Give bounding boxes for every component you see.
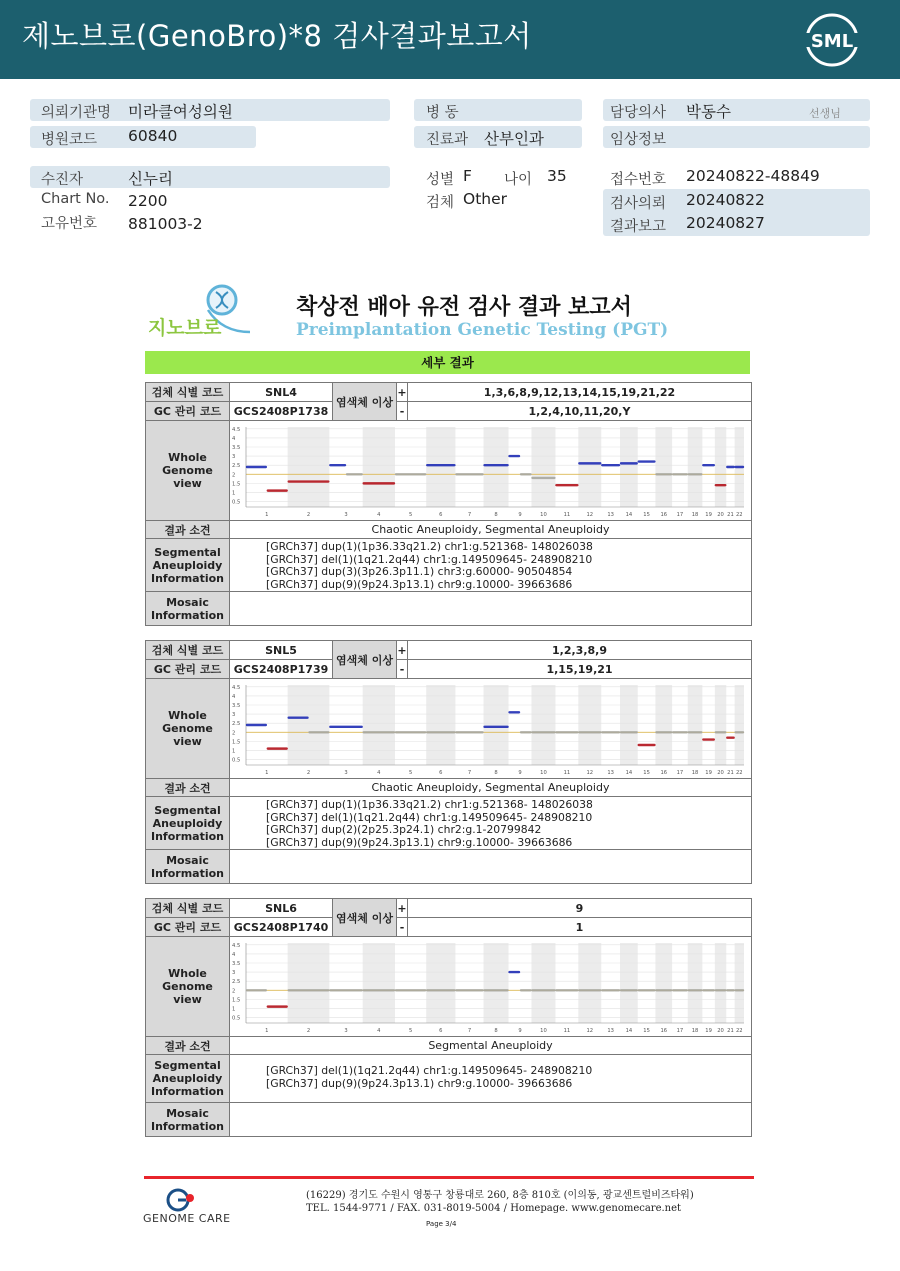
chart-value: 2200	[128, 192, 168, 210]
x-tick-label: 7	[467, 1028, 472, 1034]
id-label: 고유번호	[41, 216, 98, 232]
chromosome-band	[735, 943, 744, 1023]
x-tick-label: 7	[467, 512, 472, 518]
patient-value: 신누리	[128, 170, 173, 188]
segmental-label: Segmental Aneuploidy Information	[146, 797, 230, 850]
institution-label: 의뢰기관명	[41, 105, 112, 121]
segmental-line: [GRCh37] del(1)(1q21.2q44) chr1:g.149509645- 248908210	[266, 810, 593, 824]
sml-logo	[804, 12, 860, 68]
x-tick-label: 13	[607, 1028, 614, 1034]
report-date-label: 결과보고	[610, 219, 667, 235]
chromosome-band	[578, 427, 601, 507]
x-tick-label: 5	[408, 512, 413, 518]
gc-code-label: GC 관리 코드	[146, 402, 230, 421]
chromosome-band	[620, 427, 638, 507]
x-tick-label: 14	[625, 512, 633, 518]
chrom-abnormal-label: 염색체 이상	[333, 383, 397, 421]
segmental-line: [GRCh37] dup(9)(9p24.3p13.1) chr9:g.10000- 39663686	[266, 835, 573, 849]
x-tick-label: 22	[736, 1028, 743, 1034]
chromosome-band	[288, 685, 330, 765]
loss-sign: -	[397, 660, 408, 679]
mosaic-info	[230, 592, 752, 626]
sample-code-label: 검체 식별 코드	[146, 641, 230, 660]
segmental-line: [GRCh37] del(1)(1q21.2q44) chr1:g.149509645- 248908210	[266, 1064, 593, 1077]
whole-genome-plot	[230, 421, 751, 520]
mosaic-info	[230, 1103, 752, 1137]
x-tick-label: 11	[563, 1028, 571, 1034]
contact-line: TEL. 1544-9771 / FAX. 031-8019-5004 / Homepage. www.genomecare.net	[306, 1203, 682, 1214]
chromosome-band	[715, 427, 726, 507]
doctor-value: 박동수	[686, 103, 731, 121]
x-tick-label: 10	[540, 1028, 547, 1034]
x-tick-label: 10	[540, 512, 547, 518]
x-tick-label: 14	[625, 770, 633, 776]
chromosome-band	[426, 943, 455, 1023]
report-main-title: 착상전 배아 유전 검사 결과 보고서	[296, 295, 632, 320]
gc-code: GCS2408P1740	[230, 918, 333, 937]
sample-table-1	[145, 382, 752, 626]
y-tick-label: 1	[232, 748, 236, 755]
x-tick-label: 9	[518, 1028, 522, 1034]
report-subtitle: Preimplantation Genetic Testing (PGT)	[296, 320, 669, 340]
chrom-abnormal-label: 염색체 이상	[333, 899, 397, 937]
x-tick-label: 8	[494, 1028, 498, 1034]
x-tick-label: 22	[736, 512, 743, 518]
x-tick-label: 1	[265, 1028, 269, 1034]
chromosome-band	[426, 685, 455, 765]
x-tick-label: 17	[676, 512, 684, 518]
x-tick-label: 17	[676, 770, 684, 776]
segmental-line: [GRCh37] dup(1)(1p36.33q21.2) chr1:g.521368- 148026038	[266, 798, 593, 811]
y-tick-label: 1	[232, 1006, 236, 1013]
segmental-info	[230, 539, 752, 592]
x-tick-label: 13	[607, 512, 614, 518]
segmental-line: [GRCh37] dup(3)(3p26.3p11.1) chr3:g.60000- 90504854	[266, 565, 573, 578]
result-text: Chaotic Aneuploidy, Segmental Aneuploidy	[230, 779, 752, 797]
x-tick-label: 4	[377, 770, 381, 776]
svg-text:지노브로: 지노브로	[148, 317, 222, 339]
chromosome-band	[620, 943, 638, 1023]
chromosome-band	[688, 685, 703, 765]
x-tick-label: 14	[625, 1028, 633, 1034]
y-tick-label: 1.5	[232, 481, 241, 488]
chromosome-band	[484, 685, 509, 765]
detail-results-header: 세부 결과	[145, 351, 750, 374]
y-tick-label: 2	[232, 988, 236, 995]
x-tick-label: 3	[344, 1028, 348, 1034]
x-tick-label: 8	[494, 770, 498, 776]
chromosome-band	[655, 427, 672, 507]
x-tick-label: 3	[344, 770, 348, 776]
x-tick-label: 12	[586, 512, 594, 518]
x-tick-label: 20	[717, 770, 724, 776]
request-value: 20240822	[686, 191, 765, 209]
x-tick-label: 15	[643, 770, 650, 776]
y-tick-label: 0.5	[232, 757, 241, 764]
x-tick-label: 18	[691, 770, 699, 776]
chromosome-band	[578, 943, 601, 1023]
chromosome-band	[620, 685, 638, 765]
y-tick-label: 3.5	[232, 445, 241, 451]
mosaic-label: Mosaic Information	[146, 1103, 230, 1137]
chromosome-band	[288, 943, 330, 1023]
chromosome-band	[531, 427, 555, 507]
segmental-line: [GRCh37] dup(9)(9p24.3p13.1) chr9:g.10000- 39663686	[266, 1076, 573, 1090]
x-tick-label: 13	[607, 770, 614, 776]
x-tick-label: 5	[408, 1028, 413, 1034]
x-tick-label: 20	[717, 1028, 724, 1034]
x-tick-label: 3	[344, 512, 348, 518]
loss-list: 1,15,19,21	[408, 660, 752, 679]
footer-address	[306, 1189, 694, 1215]
x-tick-label: 6	[439, 512, 443, 518]
loss-list: 1	[408, 918, 752, 937]
chromosome-band	[655, 685, 672, 765]
segmental-line: [GRCh37] dup(2)(2p25.3p24.1) chr2:g.1-20799842	[266, 823, 542, 836]
sample-code: SNL6	[230, 899, 333, 918]
request-label: 검사의뢰	[610, 196, 667, 212]
x-tick-label: 21	[727, 1028, 734, 1034]
x-tick-label: 2	[306, 770, 311, 776]
x-tick-label: 9	[518, 770, 522, 776]
chromosome-band	[655, 943, 672, 1023]
whole-genome-label: Whole Genome view	[146, 679, 230, 779]
chromosome-band	[531, 685, 555, 765]
y-tick-label: 2	[232, 730, 236, 737]
x-tick-label: 11	[563, 770, 571, 776]
y-tick-label: 4.5	[232, 942, 241, 949]
chrom-abnormal-label: 염색체 이상	[333, 641, 397, 679]
result-text: Segmental Aneuploidy	[230, 1037, 752, 1055]
segmental-label: Segmental Aneuploidy Information	[146, 539, 230, 592]
chromosome-band	[363, 427, 395, 507]
mosaic-label: Mosaic Information	[146, 592, 230, 626]
genobro-logo	[146, 282, 256, 340]
x-tick-label: 6	[439, 770, 443, 776]
x-tick-label: 16	[660, 512, 668, 518]
segmental-info	[230, 1055, 752, 1103]
whole-genome-plot	[230, 679, 751, 778]
chart-label: Chart No.	[41, 191, 110, 207]
gain-sign: +	[397, 641, 408, 660]
x-tick-label: 17	[676, 1028, 684, 1034]
sample-code: SNL4	[230, 383, 333, 402]
x-tick-label: 19	[705, 770, 712, 776]
chromosome-band	[288, 427, 330, 507]
patient-row	[30, 166, 390, 188]
report-date-value: 20240827	[686, 214, 765, 232]
gain-list: 9	[408, 899, 752, 918]
y-tick-label: 4.5	[232, 684, 241, 691]
x-tick-label: 21	[727, 770, 734, 776]
gain-sign: +	[397, 899, 408, 918]
receipt-value: 20240822-48849	[686, 167, 820, 185]
y-tick-label: 4.5	[232, 426, 241, 433]
y-tick-label: 1.5	[232, 997, 241, 1004]
segmental-line: [GRCh37] del(1)(1q21.2q44) chr1:g.149509645- 248908210	[266, 552, 593, 566]
sex-label: 성별	[426, 172, 455, 188]
y-tick-label: 3	[232, 712, 236, 719]
chromosome-band	[426, 427, 455, 507]
y-tick-label: 1.5	[232, 739, 241, 746]
doctor-label: 담당의사	[610, 105, 667, 121]
sample-table-3	[145, 898, 752, 1137]
x-tick-label: 11	[563, 512, 571, 518]
y-tick-label: 4	[232, 693, 236, 700]
x-tick-label: 8	[494, 512, 498, 518]
x-tick-label: 18	[691, 1028, 699, 1034]
segmental-line: [GRCh37] dup(1)(1p36.33q21.2) chr1:g.521368- 148026038	[266, 540, 593, 553]
y-tick-label: 2.5	[232, 721, 241, 728]
ward-label: 병 동	[426, 105, 459, 121]
x-tick-label: 1	[265, 512, 269, 518]
sample-table-2	[145, 640, 752, 884]
gain-list: 1,3,6,8,9,12,13,14,15,19,21,22	[408, 383, 752, 402]
specimen-label: 검체	[426, 195, 455, 211]
clinical-label: 임상정보	[610, 132, 667, 148]
chromosome-band	[715, 943, 726, 1023]
hospital-code-value: 60840	[128, 127, 178, 145]
gc-code-label: GC 관리 코드	[146, 660, 230, 679]
gain-sign: +	[397, 383, 408, 402]
gain-list: 1,2,3,8,9	[408, 641, 752, 660]
y-tick-label: 2	[232, 472, 236, 479]
whole-genome-label: Whole Genome view	[146, 421, 230, 521]
sample-code: SNL5	[230, 641, 333, 660]
y-tick-label: 3	[232, 454, 236, 461]
y-tick-label: 0.5	[232, 1015, 241, 1022]
x-tick-label: 5	[408, 770, 413, 776]
whole-genome-plot	[230, 937, 751, 1036]
result-label: 결과 소견	[146, 1037, 230, 1055]
x-tick-label: 15	[643, 1028, 650, 1034]
chromosome-band	[578, 685, 601, 765]
loss-list: 1,2,4,10,11,20,Y	[408, 402, 752, 421]
chromosome-band	[484, 943, 509, 1023]
loss-sign: -	[397, 918, 408, 937]
report-title: 제노브로(GenoBro)*8 검사결과보고서	[22, 19, 532, 53]
mosaic-info	[230, 850, 752, 884]
x-tick-label: 6	[439, 1028, 443, 1034]
institution-value: 미라클여성의원	[128, 103, 233, 121]
result-label: 결과 소견	[146, 779, 230, 797]
gc-code-label: GC 관리 코드	[146, 918, 230, 937]
chromosome-band	[688, 427, 703, 507]
hospital-code-label: 병원코드	[41, 132, 98, 148]
x-tick-label: 19	[705, 512, 712, 518]
chromosome-band	[363, 943, 395, 1023]
address-line: (16229) 경기도 수원시 영통구 창룡대로 260, 8층 810호 (이의동, 광교센트럴비즈타워)	[306, 1190, 694, 1201]
x-tick-label: 16	[660, 770, 668, 776]
segmental-line: [GRCh37] dup(9)(9p24.3p13.1) chr9:g.10000- 39663686	[266, 577, 573, 591]
y-tick-label: 1	[232, 490, 236, 497]
y-tick-label: 2.5	[232, 463, 241, 470]
y-tick-label: 3	[232, 970, 236, 977]
result-label: 결과 소견	[146, 521, 230, 539]
age-value: 35	[547, 167, 567, 185]
department-value: 산부인과	[484, 130, 544, 148]
id-value: 881003-2	[128, 215, 203, 233]
patient-label: 수진자	[41, 172, 84, 188]
chromosome-band	[715, 685, 726, 765]
x-tick-label: 1	[265, 770, 269, 776]
genome-care-text: GENOME CARE	[143, 1212, 231, 1225]
y-tick-label: 2.5	[232, 979, 241, 986]
x-tick-label: 9	[518, 512, 522, 518]
x-tick-label: 19	[705, 1028, 712, 1034]
y-tick-label: 4	[232, 435, 236, 442]
loss-sign: -	[397, 402, 408, 421]
specimen-value: Other	[463, 190, 508, 208]
chromosome-band	[688, 943, 703, 1023]
x-tick-label: 4	[377, 1028, 381, 1034]
chromosome-band	[484, 427, 509, 507]
result-text: Chaotic Aneuploidy, Segmental Aneuploidy	[230, 521, 752, 539]
whole-genome-label: Whole Genome view	[146, 937, 230, 1037]
x-tick-label: 18	[691, 512, 699, 518]
age-label: 나이	[504, 172, 533, 188]
x-tick-label: 12	[586, 1028, 594, 1034]
sample-code-label: 검체 식별 코드	[146, 383, 230, 402]
x-tick-label: 20	[717, 512, 724, 518]
x-tick-label: 4	[377, 512, 381, 518]
doctor-suffix: 선생님	[809, 107, 841, 120]
x-tick-label: 16	[660, 1028, 668, 1034]
y-tick-label: 4	[232, 951, 236, 958]
x-tick-label: 7	[467, 770, 472, 776]
page-number: Page 3/4	[426, 1220, 457, 1228]
page-header	[0, 0, 900, 79]
x-tick-label: 12	[586, 770, 594, 776]
footer-divider	[144, 1176, 754, 1179]
x-tick-label: 10	[540, 770, 547, 776]
mosaic-label: Mosaic Information	[146, 850, 230, 884]
y-tick-label: 3.5	[232, 961, 241, 967]
department-label: 진료과	[426, 132, 469, 148]
x-tick-label: 21	[727, 512, 734, 518]
chromosome-band	[363, 685, 395, 765]
sex-value: F	[463, 167, 472, 185]
gc-code: GCS2408P1739	[230, 660, 333, 679]
svg-text:SML: SML	[810, 31, 854, 52]
y-tick-label: 0.5	[232, 499, 241, 506]
sample-code-label: 검체 식별 코드	[146, 899, 230, 918]
y-tick-label: 3.5	[232, 703, 241, 709]
receipt-label: 접수번호	[610, 172, 667, 188]
x-tick-label: 22	[736, 770, 743, 776]
gc-code: GCS2408P1738	[230, 402, 333, 421]
x-tick-label: 15	[643, 512, 650, 518]
segmental-label: Segmental Aneuploidy Information	[146, 1055, 230, 1103]
x-tick-label: 2	[306, 1028, 311, 1034]
segmental-info	[230, 797, 752, 850]
chromosome-band	[531, 943, 555, 1023]
x-tick-label: 2	[306, 512, 311, 518]
chromosome-band	[735, 685, 744, 765]
